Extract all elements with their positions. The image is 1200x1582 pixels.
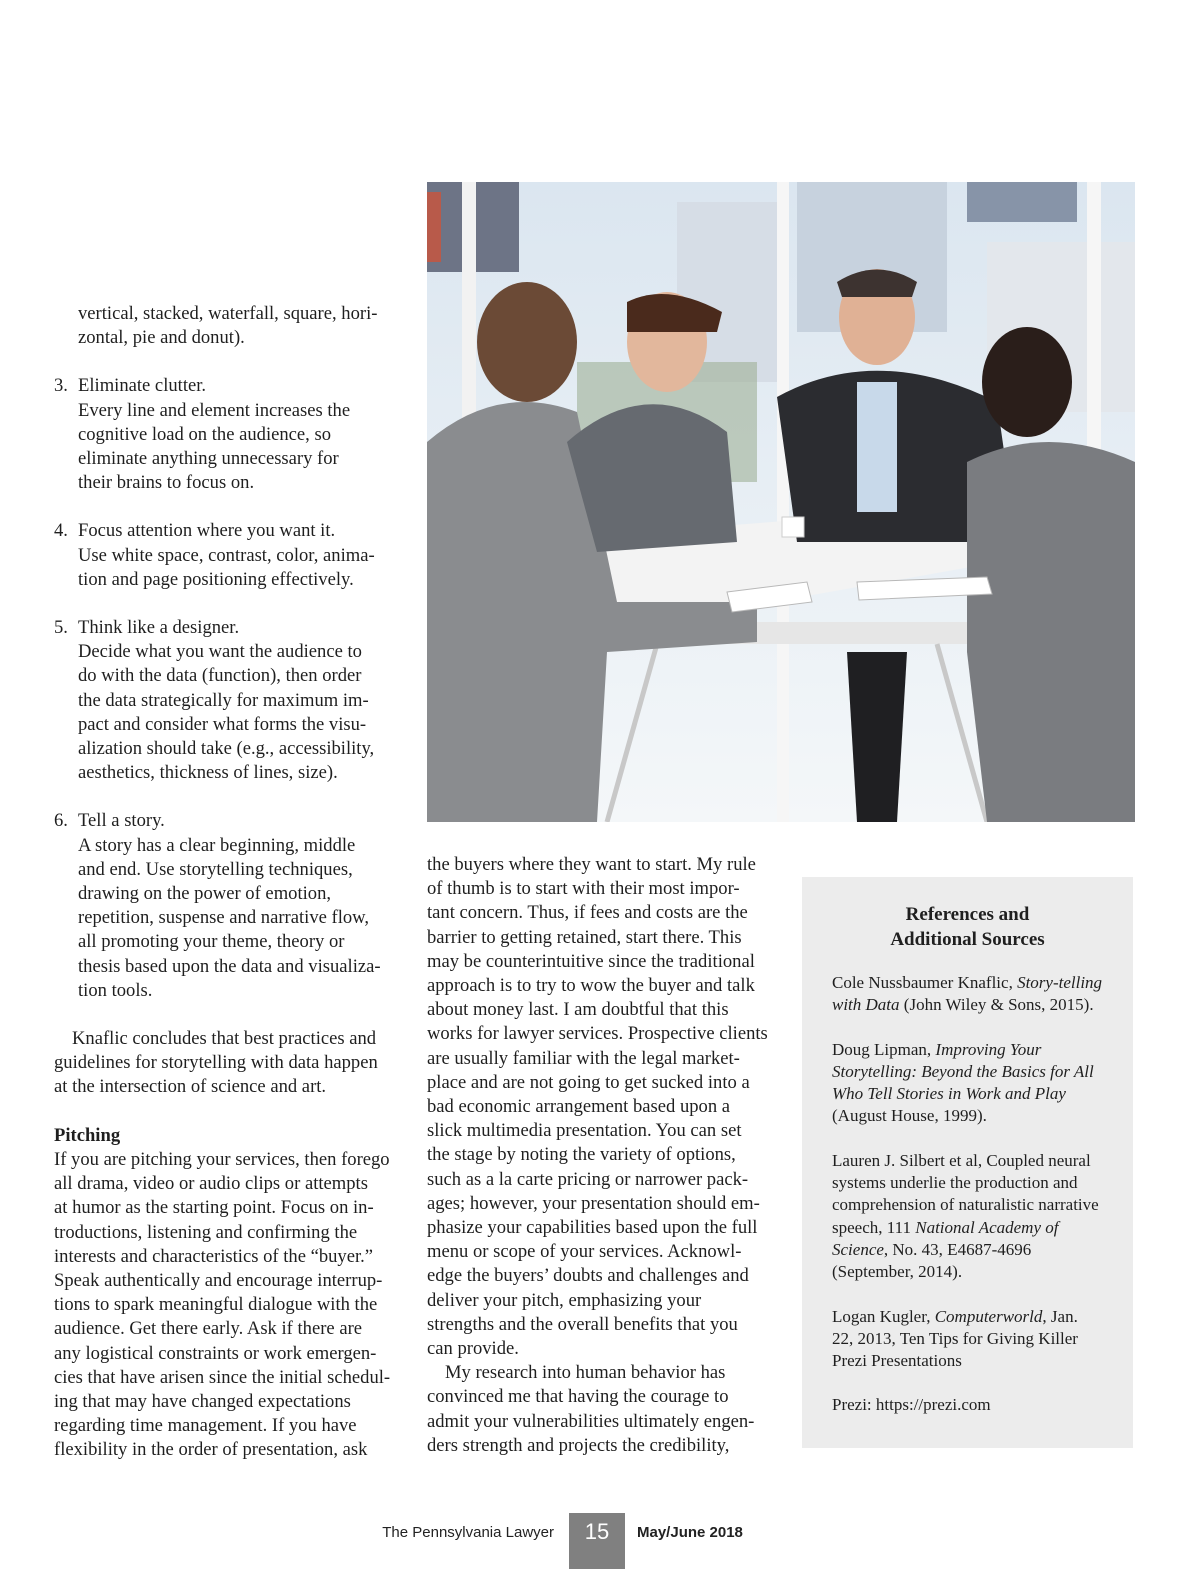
list-item-title: Eliminate clutter. [78, 375, 207, 397]
reference-item: Prezi: https://prezi.com [832, 1395, 991, 1415]
list-number: 5. [54, 617, 68, 639]
text-line: the stage by noting the variety of options, [427, 1144, 736, 1166]
text-line: Knaflic concludes that best practices and [72, 1028, 377, 1050]
magazine-name: The Pennsylvania Lawyer [382, 1524, 554, 1541]
text-line: pact and consider what forms the visu- [78, 713, 367, 735]
list-item-title: Focus attention where you want it. [78, 520, 336, 542]
text-line: Speak authentically and encourage interrup- [54, 1269, 383, 1291]
text-line: menu or scope of your services. Acknowl- [427, 1241, 742, 1263]
list-number: 4. [54, 520, 68, 542]
text-line: such as a la carte pricing or narrower pack- [427, 1168, 749, 1190]
text-line: ders strength and projects the credibility, [427, 1434, 730, 1456]
text-line: any logistical constraints or work emergen- [54, 1342, 377, 1364]
text-line: tant concern. Thus, if fees and costs are the [427, 902, 748, 924]
references-title [832, 903, 1103, 952]
page-footer [0, 1513, 1200, 1569]
text-line: aesthetics, thickness of lines, size). [78, 762, 338, 784]
references-title-line: References and [905, 904, 1030, 925]
text-line: phasize your capabilities based upon the full [427, 1217, 758, 1239]
text-line: barrier to getting retained, start there. This [427, 926, 742, 948]
text-line: Decide what you want the audience to [78, 641, 362, 663]
text-line: tions to spark meaningful dialogue with the [54, 1294, 378, 1316]
list-item-title: Tell a story. [78, 810, 165, 832]
text-line: audience. Get there early. Ask if there are [54, 1318, 363, 1340]
text-line: at humor as the starting point. Focus on in- [54, 1197, 374, 1219]
reference-item [832, 1150, 1103, 1284]
text-line: ages; however, your presentation should em- [427, 1192, 760, 1214]
text-line: works for lawyer services. Prospective clients [427, 1023, 768, 1045]
reference-details: (August House, 1999). [832, 1106, 987, 1126]
issue-date: May/June 2018 [637, 1524, 743, 1541]
reference-text: Lauren J. Silbert et al, Coupled neural systems underlie the production and comprehension of naturalistic narrative speech, 111 [832, 1150, 1099, 1237]
reference-author: Logan Kugler, [832, 1306, 935, 1326]
meeting-photo [427, 182, 1135, 822]
text-line: eliminate anything unnecessary for [78, 448, 339, 470]
list-item-4 [54, 519, 394, 592]
text-line: guidelines for storytelling with data happen [54, 1052, 378, 1074]
text-line: of thumb is to start with their most impor- [427, 878, 740, 900]
text-line: and end. Use storytelling techniques, [78, 858, 353, 880]
text-line: If you are pitching your services, then forego [54, 1148, 390, 1170]
reference-author: Cole Nussbaumer Knaflic, [832, 973, 1018, 992]
text-line: interests and characteristics of the “buyer.” [54, 1245, 374, 1267]
text-line: the data strategically for maximum im- [78, 689, 369, 711]
reference-item [832, 1306, 1103, 1373]
text-line: about money last. I am doubtful that this [427, 999, 729, 1021]
text-line: cies that have arisen since the initial schedul- [54, 1366, 391, 1388]
list-item-title: Think like a designer. [78, 617, 240, 639]
text-line: Use white space, contrast, color, anima- [78, 544, 375, 566]
text-line: cognitive load on the audience, so [78, 423, 332, 445]
text-line: place and are not going to get sucked into a [427, 1071, 750, 1093]
reference-title: Computerworld [934, 1306, 1043, 1326]
text-line: A story has a clear beginning, middle [78, 834, 356, 856]
reference-author: Doug Lipman, [832, 1039, 936, 1059]
text-line: Every line and element increases the [78, 399, 351, 421]
text-line: strengths and the overall benefits that you [427, 1313, 738, 1335]
references-title-line: Additional Sources [890, 928, 1045, 950]
reference-journal: National Academy of Science [832, 1217, 1059, 1259]
text-line: bad economic arrangement based upon a [427, 1096, 731, 1118]
text-line: deliver your pitch, emphasizing your [427, 1289, 702, 1311]
text-line: do with the data (function), then order [78, 665, 362, 687]
list-item-3 [54, 374, 394, 495]
text-line: regarding time management. If you have [54, 1415, 357, 1437]
reference-details: (John Wiley & Sons, 2015). [899, 995, 1094, 1015]
text-line: drawing on the power of emotion, [78, 883, 332, 905]
text-line: troductions, listening and confirming the [54, 1221, 358, 1243]
text-line: My research into human behavior has [445, 1362, 726, 1384]
reference-details: , No. 43, E4687-4696 (September, 2014). [832, 1239, 1032, 1282]
list-number: 3. [54, 375, 68, 397]
paragraph [427, 853, 772, 1361]
list-item-6 [54, 809, 394, 1003]
page-number: 15 [569, 1513, 625, 1569]
list-number: 6. [54, 810, 68, 832]
reference-title: Story-telling with Data [832, 973, 1103, 1015]
column-middle [427, 853, 772, 1458]
paragraph [427, 1361, 772, 1458]
text-line: approach is to try to wow the buyer and talk [427, 975, 755, 997]
text-line: admit your vulnerabilities ultimately engen- [427, 1410, 755, 1432]
text-line: repetition, suspense and narrative flow, [78, 907, 370, 929]
list-item-5 [54, 616, 394, 785]
section-heading: Pitching [54, 1124, 121, 1146]
list-continuation [54, 302, 394, 350]
text-line: ing that may have changed expectations [54, 1390, 351, 1412]
pitching-paragraph [54, 1148, 394, 1463]
text-line: vertical, stacked, waterfall, square, hori- [78, 303, 378, 324]
text-line: their brains to focus on. [78, 472, 255, 494]
text-line: may be counterintuitive since the traditional [427, 950, 755, 972]
text-line: slick multimedia presentation. You can set [427, 1120, 742, 1142]
text-line: convinced me that having the courage to [427, 1386, 729, 1408]
text-line: tion tools. [78, 979, 153, 1001]
text-line: the buyers where they want to start. My rule [427, 854, 756, 875]
text-line: all drama, video or audio clips or attempts [54, 1173, 368, 1195]
text-line: alization should take (e.g., accessibility, [78, 738, 375, 760]
text-line: edge the buyers’ doubts and challenges and [427, 1265, 749, 1287]
text-line: zontal, pie and donut). [78, 327, 245, 349]
references-box [802, 877, 1133, 1448]
reference-details: , Jan. 22, 2013, Ten Tips for Giving Killer Prezi Presentations [832, 1306, 1078, 1371]
text-line: flexibility in the order of presentation, ask [54, 1439, 368, 1461]
text-line: at the intersection of science and art. [54, 1076, 327, 1098]
text-line: all promoting your theme, theory or [78, 931, 345, 953]
text-line: can provide. [427, 1338, 519, 1360]
text-line: are usually familiar with the legal market- [427, 1047, 740, 1069]
text-line: thesis based upon the data and visualiza- [78, 955, 381, 977]
conclusion-paragraph [54, 1027, 394, 1100]
reference-title: Improving Your Storytelling: Beyond the Basics for All Who Tell Stories in Work and Play [832, 1039, 1094, 1104]
reference-item [832, 1039, 1103, 1128]
reference-item [832, 972, 1103, 1017]
column-left [54, 302, 394, 1463]
text-line: tion and page positioning effectively. [78, 568, 354, 590]
